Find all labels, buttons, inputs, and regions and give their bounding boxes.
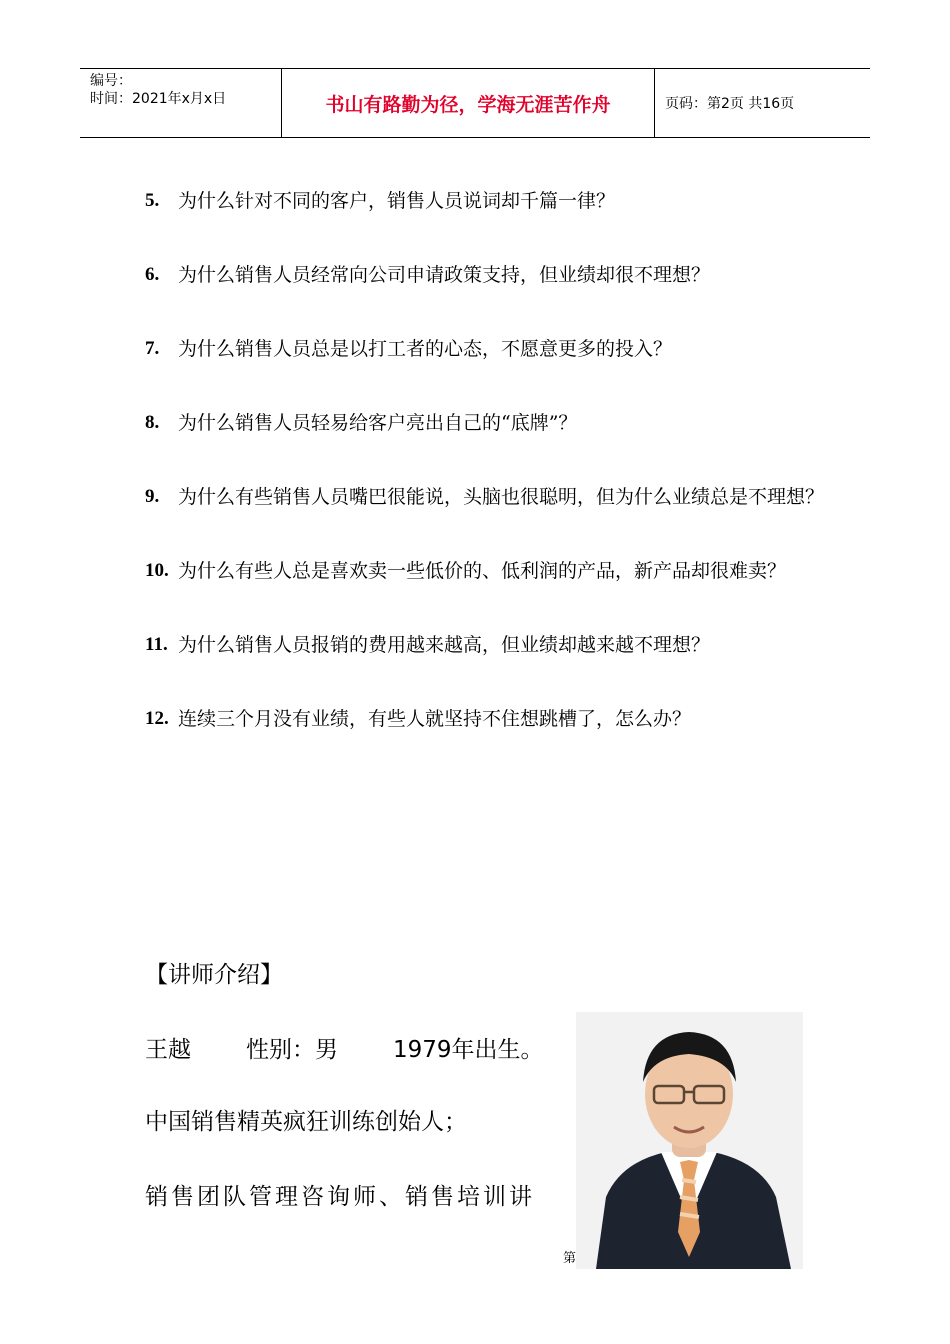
question-item xyxy=(145,176,825,226)
question-number: 5. xyxy=(145,190,160,211)
question-text: 为什么销售人员总是以打工者的心态，不愿意更多的投入？ xyxy=(178,338,673,360)
question-number: 10. xyxy=(145,560,169,581)
question-item xyxy=(145,250,825,300)
page-header xyxy=(80,68,870,138)
question-item xyxy=(145,398,825,448)
question-item xyxy=(145,620,825,670)
instructor-section-title: 【讲师介绍】 xyxy=(145,962,283,988)
question-text: 为什么销售人员轻易给客户亮出自己的“底牌”？ xyxy=(178,412,578,434)
time-label: 时间：2021年x月x日 xyxy=(90,91,227,107)
question-number: 12. xyxy=(145,708,169,729)
instructor-basic-info xyxy=(145,1025,544,1075)
instructor-title-1: 中国销售精英疯狂训练创始人； xyxy=(145,1109,467,1135)
question-text: 为什么销售人员经常向公司申请政策支持，但业绩却很不理想？ xyxy=(178,264,711,286)
header-page-info: 页码：第2页 共16页 xyxy=(665,96,795,112)
question-number: 7. xyxy=(145,338,160,359)
header-motto: 书山有路勤为径，学海无涯苦作舟 xyxy=(281,69,655,137)
instructor-photo xyxy=(576,1012,803,1269)
question-item xyxy=(145,546,825,596)
question-text: 为什么针对不同的客户，销售人员说词却千篇一律？ xyxy=(178,190,616,212)
question-number: 8. xyxy=(145,412,160,433)
page-footer-fragment: 第 xyxy=(563,1251,577,1266)
question-text: 为什么销售人员报销的费用越来越高，但业绩却越来越不理想？ xyxy=(178,634,711,656)
question-text: 为什么有些销售人员嘴巴很能说，头脑也很聪明，但为什么业绩总是不理想？ xyxy=(178,486,825,508)
instructor-title-2: 销售团队管理咨询师、销售培训讲 xyxy=(145,1184,535,1210)
question-number: 11. xyxy=(145,634,168,655)
instructor-birth: 1979年出生。 xyxy=(393,1037,544,1063)
question-number: 9. xyxy=(145,486,160,507)
question-item xyxy=(145,472,825,522)
instructor-gender: 性别：男 xyxy=(246,1037,338,1063)
question-text: 连续三个月没有业绩，有些人就坚持不住想跳槽了，怎么办？ xyxy=(178,708,692,730)
question-item xyxy=(145,694,825,744)
question-text: 为什么有些人总是喜欢卖一些低价的、低利润的产品，新产品却很难卖？ xyxy=(178,560,787,582)
header-meta xyxy=(80,69,290,140)
question-list xyxy=(145,176,825,768)
question-item xyxy=(145,324,825,374)
code-label: 编号： xyxy=(90,73,132,89)
instructor-name: 王越 xyxy=(145,1037,191,1063)
question-number: 6. xyxy=(145,264,160,285)
